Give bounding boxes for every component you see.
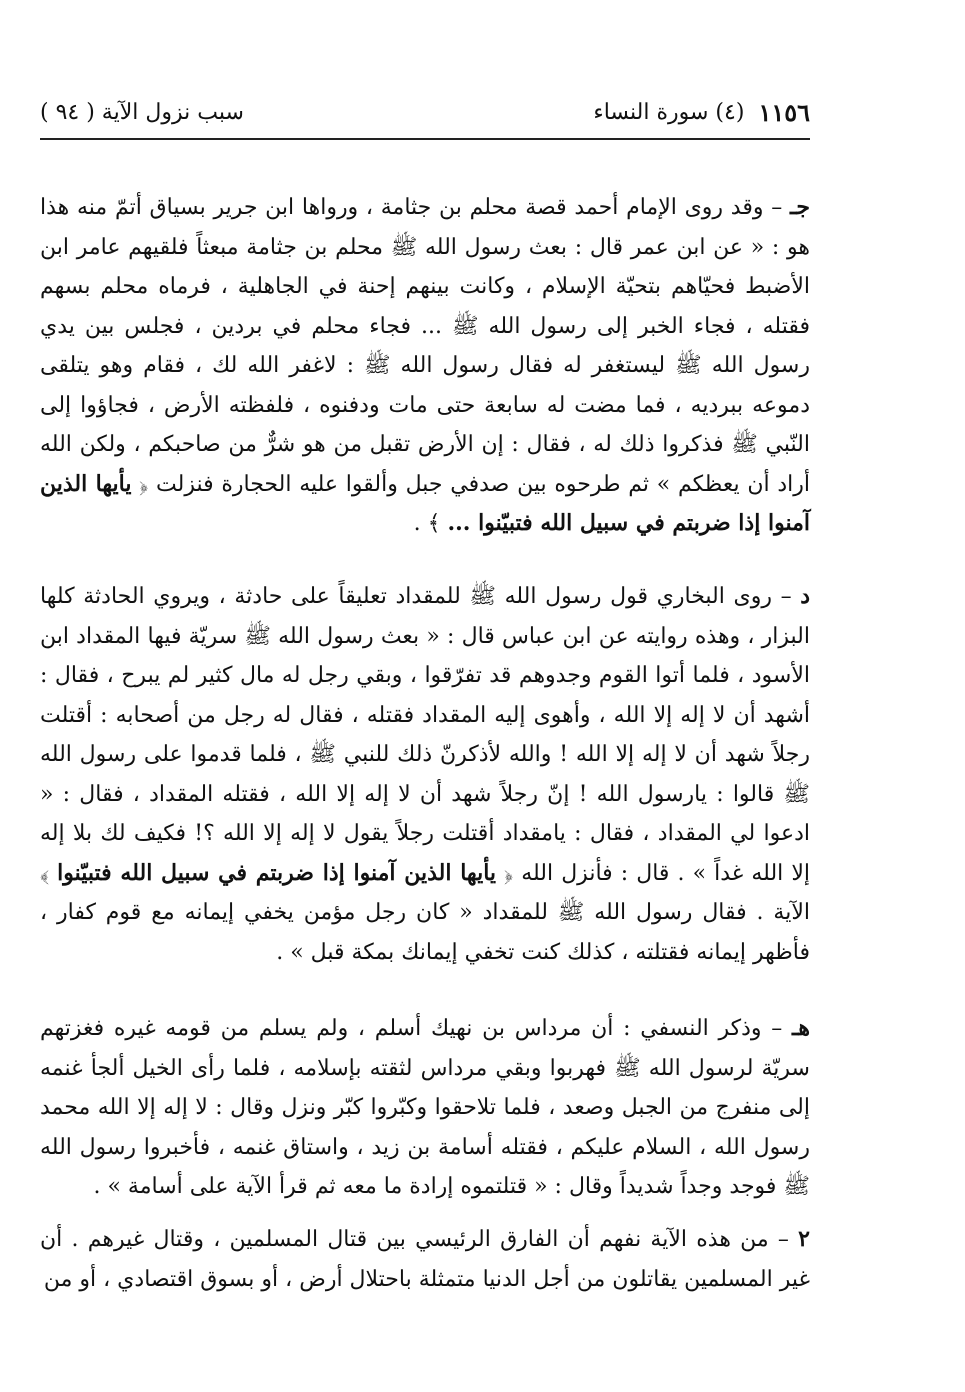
- paragraph-text: – وذكر النسفي : أن مرداس بن نهيك أسلم ، ولم يسلم من قومه غيره فغزتهم سريّة لرسول الله ﷺ فهربوا وبقي مرداس لثقته بإسلامه ، فلما رأى الخيل ألجأ غنمه إلى منفرج من الجبل وصعد ، فلما تلاحقوا وكبّروا كبّر ونزل وقال : لا إله إلا الله محمد رسول الله ، السلام عليكم ، فقتله أسامة بن زيد ، واستاق غنمه ، فأخبروا رسول الله ﷺ فوجد وجداً شديداً وقال : « قتلتموه إرادة ما معه ثم قرأ الآية على أسامة » .: [40, 1016, 810, 1199]
- paragraph-text: – روى البخاري قول رسول الله ﷺ للمقداد تعليقاً على حادثة ، ويروي الحادثة كلها البزار ، وهذه روايته عن ابن عباس قال : « بعث رسول الله ﷺ سريّة فيها المقداد ابن الأسود ، فلما أتوا القوم وجدوهم قد تفرّقوا ، وبقي رجل له مال كثير لم يبرح ، فقال : أشهد أن لا إله إلا الله ، وأهوى إليه المقداد فقتله ، فقال له رجل من أصحابه : أقتلت رجلاً شهد أن لا إله إلا الله ! والله لأذكرنّ ذلك للنبي ﷺ ، فلما قدموا على رسول الله ﷺ قالوا : يارسول الله ! إنّ رجلاً شهد أن لا إله إلا الله ، فقتله المقداد ، فقال : « ادعوا لي المقداد ، فقال : يامقداد أقتلت رجلاً يقول لا إله إلا الله ؟! فكيف لك بلا إله إلا الله غداً » . قال : فأنزل الله ﴿: [40, 584, 810, 886]
- paragraph-marker: د: [800, 583, 810, 609]
- paragraph-tail: ﴾ .: [413, 511, 448, 536]
- section-title: سبب نزول الآية ( ٩٤ ): [40, 99, 244, 125]
- paragraph-text: – وقد روى الإمام أحمد قصة محلم بن جثامة ، ورواها ابن جرير بسياق أتمّ منه هذا هو : « عن ابن عمر قال : بعث رسول الله ﷺ محلم بن جثامة مبعثاً فلقيهم عامر ابن الأضبط فحيّاهم بتحيّة الإسلام ، وكانت بينهم إحنة في الجاهلية ، فرماه محلم بسهم فقتله ، فجاء الخبر إلى رسول الله ﷺ ... فجاء محلم في بردين ، فجلس بين يدي رسول الله ﷺ ليستغفر له فقال رسول الله ﷺ : لاغفر الله لك ، فقام وهو يتلقى دموعه ببرديه ، فما مضت له سابعة حتى مات ودفنوه ، فلفظته الأرض ، فجاؤوا إلى النّبي ﷺ فذكروا ذلك له ، فقال : إن الأرض تقبل من هو شرٌّ من صاحبكم ، ولكن الله أراد أن يعظكم » ثم طرحوه بين صدفي جبل وألقوا عليه الحجارة فنزلت ﴿: [40, 195, 810, 497]
- paragraph-ha: [40, 1009, 810, 1207]
- page-number: ١١٥٦: [758, 97, 810, 127]
- paragraph-jim: [40, 188, 810, 544]
- header-divider: [40, 138, 810, 140]
- page-header-right-group: [593, 98, 810, 127]
- surah-title: (٤) سورة النساء: [593, 99, 745, 125]
- quran-quote: يأيها الذين آمنوا إذا ضربتم في سبيل الله فتبيّنوا: [57, 859, 497, 886]
- paragraph-marker: جـ: [789, 194, 810, 220]
- quran-quote: يأيها الذين آمنوا إذا ضربتم في سبيل الله فتبيّنوا ...: [40, 470, 810, 536]
- paragraph-two: [40, 1220, 810, 1299]
- paragraph-dal: [40, 577, 810, 972]
- paragraph-tail: ﴾ الآية . فقال رسول الله ﷺ للمقداد « كان رجل مؤمن يخفي إيمانه مع قوم كفار ، فأظهر إيمانه فقتلته ، كذلك كنت تخفي إيمانك بمكة قبل » .: [40, 860, 810, 965]
- page-header: [40, 92, 810, 132]
- paragraph-marker: ٢: [798, 1226, 810, 1252]
- paragraph-text: – من هذه الآية نفهم أن الفارق الرئيسي بين قتال المسلمين ، وقتال غيرهم . أن غير المسلمين يقاتلون من أجل الدنيا متمثلة باحتلال أرض ، أو بسوق اقتصادي ، أو من: [40, 1227, 810, 1292]
- paragraph-marker: هـ: [791, 1015, 810, 1041]
